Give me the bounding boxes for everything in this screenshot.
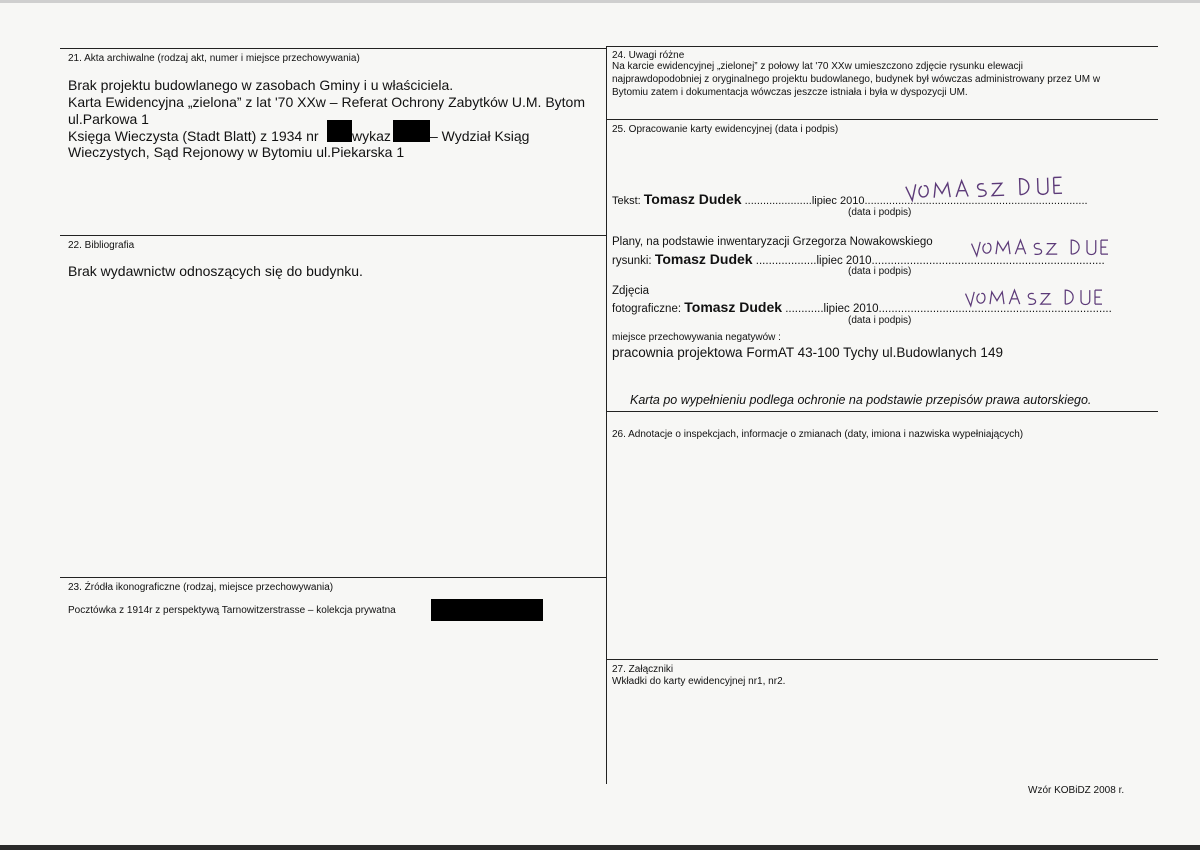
section-24-line2: najprawdopodobniej z oryginalnego projektu budowlanego, budynek był wówczas administrowany przez UM w [612, 74, 1101, 85]
section-27-text: Wkładki do karty ewidencyjnej nr1, nr2. [612, 676, 786, 687]
section-21-line4c: – Wydział Ksiąg [430, 128, 530, 144]
handwritten-signature [962, 284, 1102, 316]
data-podpis-hint: (data i podpis) [848, 266, 912, 277]
copyright-notice: Karta po wypełnieniu podlega ochronie na podstawie przepisów prawa autorskiego. [630, 393, 1092, 407]
rule-25-26 [606, 411, 1158, 412]
center-divider [606, 46, 607, 784]
negatives-label: miejsce przechowywania negatywów : [612, 332, 781, 343]
section-26-label: 26. Adnotacje o inspekcjach, informacje o zmianach (daty, imiona i nazwiska wypełniających) [612, 429, 1024, 440]
rysunki-prefix: rysunki: [612, 255, 652, 267]
scan-edge [0, 0, 1200, 3]
signature-drawing [962, 284, 1102, 312]
section-21-line5: Wieczystych, Sąd Rejonowy w Bytomiu ul.Piekarska 1 [68, 144, 405, 160]
tekst-prefix: Tekst: [612, 195, 641, 207]
section-21-line1: Brak projektu budowlanego w zasobach Gminy i u właściciela. [68, 77, 454, 93]
handwritten-signature [968, 233, 1108, 267]
author-name: Tomasz Dudek [684, 299, 783, 315]
signature-drawing [968, 233, 1108, 263]
top-rule-right [606, 46, 1158, 47]
negatives-location: pracownia projektowa FormAT 43-100 Tychy ul.Budowlanych 149 [612, 345, 1003, 360]
top-rule-left [60, 48, 606, 49]
scan-edge [0, 845, 1200, 850]
section-23-label: 23. Źródła ikonograficzne (rodzaj, miejsce przechowywania) [68, 582, 334, 593]
author-name: Tomasz Dudek [643, 191, 742, 207]
rule-24-25 [606, 119, 1158, 120]
plany-line: Plany, na podstawie inwentaryzacji Grzegorza Nowakowskiego [612, 236, 933, 248]
author-name: Tomasz Dudek [654, 251, 753, 267]
section-21-line4b: wykaz [352, 128, 391, 144]
rule-26-27 [606, 659, 1158, 660]
foto-dots: ............lipiec 2010......................................................................... [785, 303, 1112, 315]
data-podpis-hint: (data i podpis) [848, 207, 912, 218]
section-21-line2: Karta Ewidencyjna „zielona” z lat '70 XXw – Referat Ochrony Zabytków U.M. Bytom [68, 94, 585, 110]
signature-drawing [901, 171, 1062, 207]
handwritten-signature [901, 171, 1062, 212]
section-24-label: 24. Uwagi różne [612, 50, 685, 61]
section-21-label: 21. Akta archiwalne (rodzaj akt, numer i miejsce przechowywania) [68, 53, 360, 64]
section-25-label: 25. Opracowanie karty ewidencyjnej (data i podpis) [612, 124, 839, 135]
redaction-block [327, 120, 352, 142]
section-24-line3: Bytomiu zatem i dokumentacja wówczas jeszcze istniała i była w dyspozycji UM. [612, 87, 968, 98]
form-template-version: Wzór KOBiDZ 2008 r. [1028, 785, 1125, 796]
section-24-line1: Na karcie ewidencyjnej „zielonej” z połowy lat '70 XXw umieszczono zdjęcie rysunku elewacji [612, 61, 1023, 72]
section-22-text: Brak wydawnictw odnoszących się do budynku. [68, 263, 363, 279]
foto-prefix: fotograficzne: [612, 303, 682, 315]
redaction-block [393, 120, 430, 142]
redaction-block [431, 599, 543, 621]
section-21-line3: ul.Parkowa 1 [68, 111, 149, 127]
tekst-dots: ......................lipiec 2010......................................................................... [744, 195, 1088, 207]
rule-22-23 [60, 577, 606, 578]
data-podpis-hint: (data i podpis) [848, 315, 912, 326]
zdjecia-line: Zdjęcia [612, 285, 650, 297]
rysunki-dots: ...................lipiec 2010......................................................................... [755, 255, 1105, 267]
rule-21-22 [60, 235, 606, 236]
section-22-label: 22. Bibliografia [68, 240, 135, 251]
section-21-line4a: Księga Wieczysta (Stadt Blatt) z 1934 nr [68, 128, 319, 144]
section-27-label: 27. Załączniki [612, 664, 674, 675]
section-23-text: Pocztówka z 1914r z perspektywą Tarnowitzerstrasse – kolekcja prywatna [68, 605, 396, 616]
